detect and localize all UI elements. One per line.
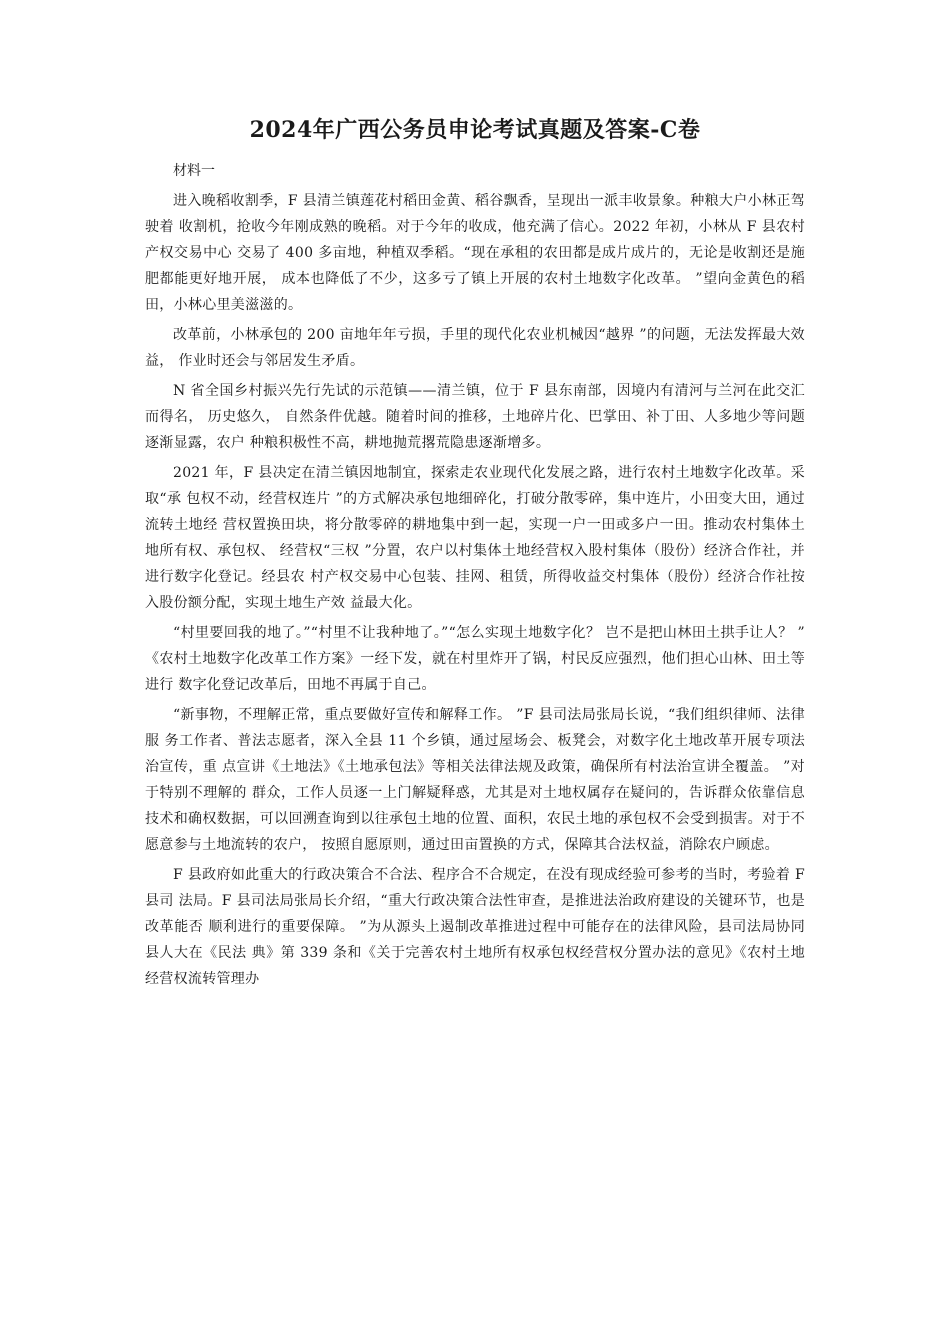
paragraph-4: 2021 年，F 县决定在清兰镇因地制宜，探索走农业现代化发展之路，进行农村土地数字化改革。采取“承 包权不动，经营权连片 ”的方式解决承包地细碎化，打破分散零碎，集中连片，小田变大田，通过流转土地经 营权置换田块，将分散零碎的耕地集中到一起，实现一户一田或多户一田。推动农村集体土地所有权、承包权、 经营权“三权 ”分置，农户以村集体土地经营权入股村集体（股份）经济合作社，并进行数字化登记。经县农 村产权交易中心包装、挂网、租赁，所得收益交村集体（股份）经济合作社按入股份额分配，实现土地生产效 益最大化。 <box>145 465 805 611</box>
paragraph-7: F 县政府如此重大的行政决策合不合法、程序合不合规定，在没有现成经验可参考的当时，考验着 F 县司 法局。F 县司法局张局长介绍，“重大行政决策合法性审查，是推进法治政府建设的关键环节，也是改革能否 顺利进行的重要保障。 ”为从源头上遏制改革推进过程中可能存在的法律风险，县司法局协同县人大在《民法 典》第 339 条和《关于完善农村土地所有权承包权经营权分置办法的意见》《农村土地经营权流转管理办 <box>145 867 805 987</box>
paragraph-1: 进入晚稻收割季，F 县清兰镇莲花村稻田金黄、稻谷飘香，呈现出一派丰收景象。种粮大户小林正驾驶着 收割机，抢收今年刚成熟的晚稻。对于今年的收成，他充满了信心。2022 年初，小林从 F 县农村产权交易中心 交易了 400 多亩地，种植双季稻。“现在承租的农田都是成片成片的，无论是收割还是施肥都能更好地开展， 成本也降低了不少，这多亏了镇上开展的农村土地数字化改革。 ”望向金黄色的稻田，小林心里美滋滋的。 <box>145 193 805 313</box>
paragraph-5: “村里要回我的地了。”“村里不让我种地了。”“怎么实现土地数字化？ 岂不是把山林田土拱手让人？ ” 《农村土地数字化改革工作方案》一经下发，就在村里炸开了锅，村民反应强烈，他们担心山林、田土等进行 数字化登记改革后，田地不再属于自己。 <box>145 625 805 693</box>
paragraph-2: 改革前，小林承包的 200 亩地年年亏损，手里的现代化农业机械因“越界 ”的问题，无法发挥最大效益， 作业时还会与邻居发生矛盾。 <box>145 327 805 369</box>
document-body <box>145 158 805 992</box>
paragraph-6: “新事物，不理解正常，重点要做好宣传和解释工作。 ”F 县司法局张局长说，“我们组织律师、法律服 务工作者、普法志愿者，深入全县 11 个乡镇，通过屋场会、板凳会，对数字化土地改革开展专项法治宣传，重 点宣讲《土地法》《土地承包法》等相关法律法规及政策，确保所有村法治宣讲全覆盖。 ”对于特别不理解的 群众，工作人员逐一上门解疑释惑，尤其是对土地权属存在疑问的，告诉群众依靠信息技术和确权数据，可以回溯查询到以往承包土地的位置、面积，农民土地的承包权不会受到损害。对于不愿意参与土地流转的农户， 按照自愿原则，通过田亩置换的方式，保障其合法权益，消除农户顾虑。 <box>145 707 805 853</box>
section-label: 材料一 <box>173 163 215 179</box>
paragraph-3: N 省全国乡村振兴先行先试的示范镇——清兰镇，位于 F 县东南部，因境内有清河与兰河在此交汇而得名， 历史悠久， 自然条件优越。随着时间的推移，土地碎片化、巴掌田、补丁田、人多地少等问题逐渐显露，农户 种粮积极性不高，耕地抛荒撂荒隐患逐渐增多。 <box>145 383 805 451</box>
document-title: 2024年广西公务员申论考试真题及答案-C卷 <box>249 117 701 143</box>
